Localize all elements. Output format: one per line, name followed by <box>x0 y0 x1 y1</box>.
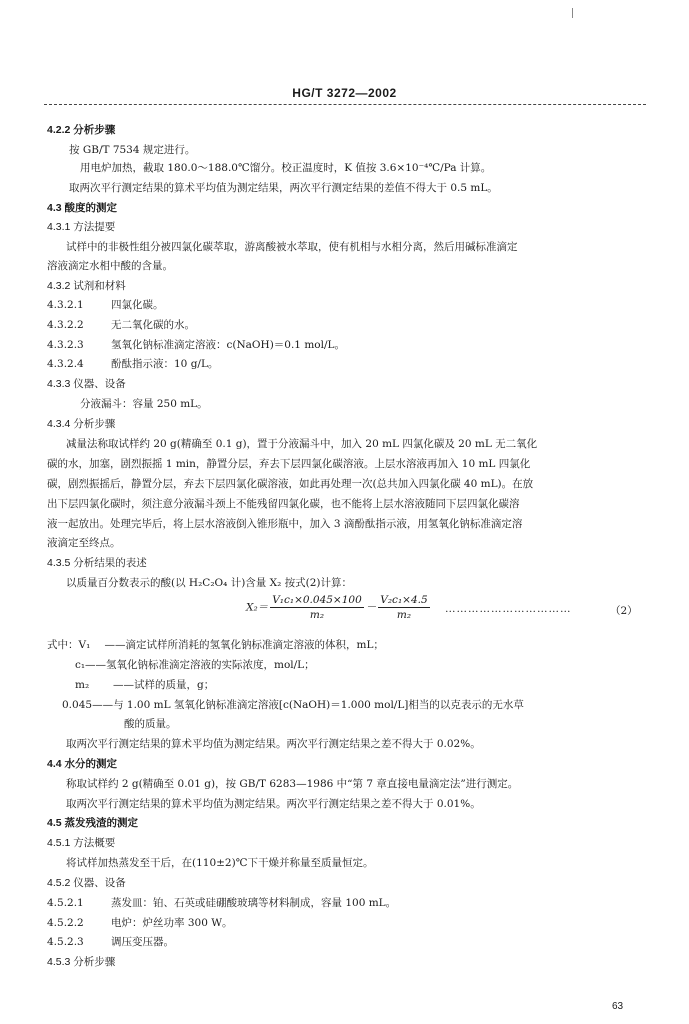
formula-denominator-1: m₂ <box>309 609 325 621</box>
body-line: 液一起放出。处理完毕后，将上层水溶液倒入锥形瓶中，加入 3 滴酚酞指示液，用氢氧化钠标准滴定溶 <box>47 518 523 530</box>
formula-leader-dots: …………………………… <box>445 603 572 615</box>
body-line: 碳，剧烈振摇后，静置分层，弃去下层四氯化碳溶液，如此再处理一次(总共加入四氯化碳 40 mL)。在放 <box>47 478 534 490</box>
section-4-2-2-p2: 用电炉加热，截取 180.0～188.0℃馏分。校正温度时，K 值按 3.6×10⁻⁴℃/Pa 计算。 <box>80 162 492 174</box>
header-rule <box>44 104 646 105</box>
list-item: 4.3.2.4 酚酞指示液：10 g/L。 <box>47 358 219 370</box>
section-4-5-1-title: 4.5.1 方法概要 <box>47 837 116 849</box>
body-line: 减量法称取试样约 20 g(精确至 0.1 g)，置于分液漏斗中，加入 20 mL 四氯化碳及 20 mL 无二氧化 <box>66 438 538 450</box>
section-4-3-3-title: 4.3.3 仪器、设备 <box>47 378 126 390</box>
list-item: 4.5.2.3 调压变压器。 <box>47 936 174 948</box>
body-line: 碳的水，加塞，剧烈振摇 1 min，静置分层，弃去下层四氯化碳溶液。上层水溶液再加入 10 mL 四氯化 <box>47 458 531 470</box>
formula-lhs: X₂＝ <box>246 601 269 614</box>
section-4-3-3-p1: 分液漏斗：容量 250 mL。 <box>80 398 208 410</box>
section-4-2-2-p1: 按 GB/T 7534 规定进行。 <box>69 144 196 156</box>
formula-numerator-2: V₂c₁×4.5 <box>380 594 428 606</box>
section-4-4-title: 4.4 水分的测定 <box>47 758 118 770</box>
page-number: 63 <box>612 1001 624 1012</box>
formula-numerator-1: V₁c₁×0.045×100 <box>272 594 362 606</box>
section-4-2-2-title: 4.2.2 分析步骤 <box>47 124 116 136</box>
formula-fraction-1 <box>270 594 364 621</box>
section-4-5-1-p1: 将试样加热蒸发至干后，在(110±2)℃下干燥并称量至质量恒定。 <box>66 857 374 869</box>
list-item: 4.3.2.3 氢氧化钠标准滴定溶液：c(NaOH)＝0.1 mol/L。 <box>47 339 345 351</box>
section-4-4-p1: 称取试样约 2 g(精确至 0.01 g)，按 GB/T 6283—1986 中“第 7 章直接电量滴定法”进行测定。 <box>66 778 519 790</box>
section-4-4-p2: 取两次平行测定结果的算术平均值为测定结果。两次平行测定结果之差不得大于 0.01%。 <box>66 798 481 810</box>
body-line: 液滴定至终点。 <box>47 537 121 549</box>
section-4-3-1-p1: 试样中的非极性组分被四氯化碳萃取，游离酸被水萃取，使有机相与水相分离，然后用碱标准滴定 <box>66 241 518 253</box>
list-item: 4.3.2.2 无二氧化碳的水。 <box>47 319 195 331</box>
scan-mark <box>572 8 573 18</box>
body-line: 出下层四氯化碳时，须注意分液漏斗颈上不能残留四氯化碳，也不能将上层水溶液随同下层四氯化碳溶 <box>47 498 520 510</box>
section-4-5-title: 4.5 蒸发残渣的测定 <box>47 817 139 829</box>
definition-row: c₁——氢氧化钠标准滴定溶液的实际浓度，mol/L； <box>75 659 315 671</box>
page-header: HG/T 3272—2002 <box>292 86 397 100</box>
section-4-2-2-p3: 取两次平行测定结果的算术平均值为测定结果，两次平行测定结果的差值不得大于 0.5 mL。 <box>69 182 498 194</box>
list-item: 4.3.2.1 四氯化碳。 <box>47 299 164 311</box>
section-4-5-3-title: 4.5.3 分析步骤 <box>47 956 116 968</box>
formula-fraction-2 <box>378 594 429 621</box>
section-4-3-2-title: 4.3.2 试剂和材料 <box>47 280 126 292</box>
formula-minus: － <box>365 601 377 614</box>
formula-2 <box>246 594 432 621</box>
formula-denominator-2: m₂ <box>396 609 412 621</box>
section-4-3-5-p-last: 取两次平行测定结果的算术平均值为测定结果。两次平行测定结果之差不得大于 0.02%。 <box>66 738 481 750</box>
section-4-5-2-title: 4.5.2 仪器、设备 <box>47 877 126 889</box>
section-4-3-4-title: 4.3.4 分析步骤 <box>47 418 116 430</box>
section-4-3-5-p1: 以质量百分数表示的酸(以 H₂C₂O₄ 计)含量 X₂ 按式(2)计算： <box>66 577 353 589</box>
definition-row: 0.045——与 1.00 mL 氢氧化钠标准滴定溶液[c(NaOH)＝1.000 mol/L]相当的以克表示的无水草 <box>62 699 524 711</box>
list-item: 4.5.2.1 蒸发皿：铂、石英或硅硼酸玻璃等材料制成，容量 100 mL。 <box>47 897 397 909</box>
section-4-3-5-title: 4.3.5 分析结果的表述 <box>47 557 147 569</box>
equation-number: （2） <box>610 605 638 617</box>
section-4-3-1-p2: 溶液滴定水相中酸的含量。 <box>47 260 173 272</box>
definition-row: 式中：V₁ ——滴定试样所消耗的氢氧化钠标准滴定溶液的体积，mL； <box>47 639 384 651</box>
list-item: 4.5.2.2 电炉：炉丝功率 300 W。 <box>47 917 233 929</box>
section-4-3-title: 4.3 酸度的测定 <box>47 202 118 214</box>
definition-row: 酸的质量。 <box>124 718 177 730</box>
definition-row: m₂ ——试样的质量，g； <box>75 679 215 691</box>
section-4-3-1-title: 4.3.1 方法提要 <box>47 221 116 233</box>
where-label: 式中： <box>47 639 79 651</box>
